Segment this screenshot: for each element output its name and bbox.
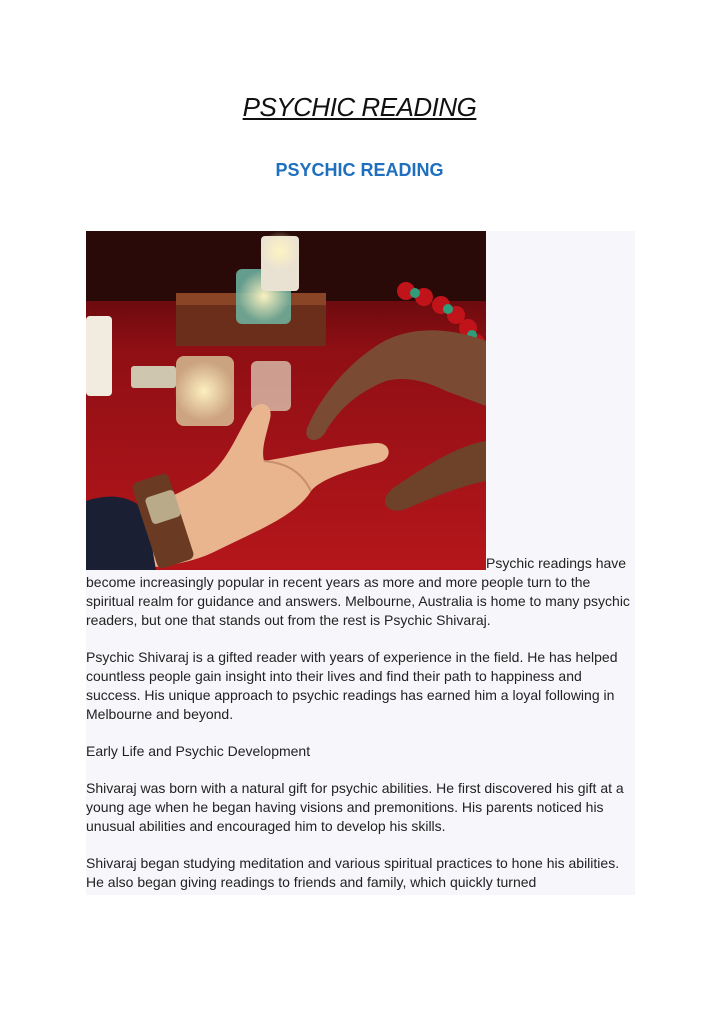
page-title: PSYCHIC READING [242, 92, 477, 122]
paragraph: Psychic Shivaraj is a gifted reader with years of experience in the field. He has helped countless people gain insight into their lives and find their path to happiness and success. His unique approach to psychic readings has earned him a loyal following in Melbourne and beyond. [86, 649, 618, 722]
article-body [86, 554, 635, 910]
paragraph: Psychic readings have become increasingly popular in recent years as more and more people turn to the spiritual realm for guidance and answers. Melbourne, Australia is home to many psychic readers, but one that stands out from the rest is Psychic Shivaraj. [86, 555, 630, 628]
section-heading: Early Life and Psychic Development [86, 743, 311, 759]
photo-illustration [86, 231, 486, 570]
paragraph: Shivaraj was born with a natural gift for psychic abilities. He first discovered his gift at a young age when he began having visions and premonitions. His parents noticed his unusual abilities and encouraged him to develop his skills. [86, 780, 624, 834]
page-subtitle: PSYCHIC READING [275, 160, 444, 180]
image-wrap-spacer [86, 554, 486, 570]
psychic-reading-photo [86, 231, 486, 570]
paragraph: Shivaraj began studying meditation and various spiritual practices to hone his abilities. He also began giving readings to friends and family, which quickly turned [86, 855, 620, 890]
